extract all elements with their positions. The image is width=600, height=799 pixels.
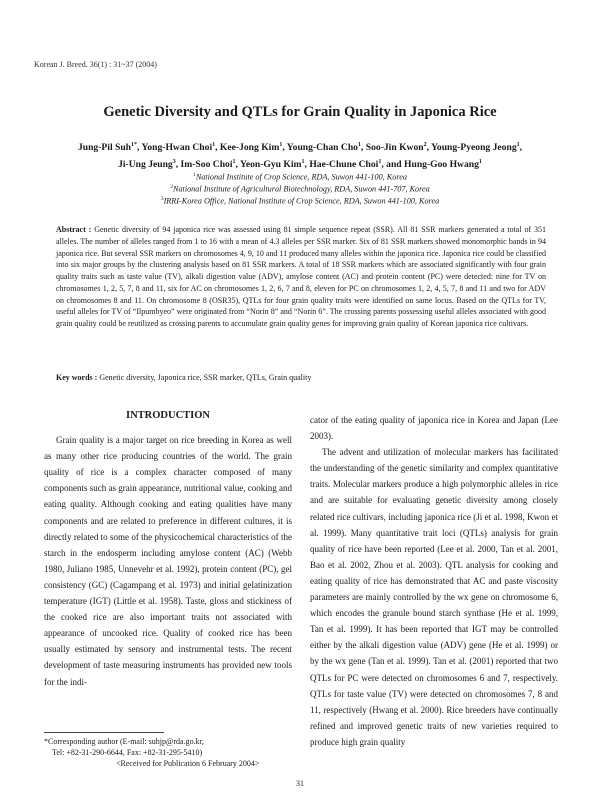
author-affiliation-marker: 1 xyxy=(378,159,382,166)
corresponding-author-marker: * xyxy=(134,142,138,148)
page-number: 31 xyxy=(296,779,304,788)
author-affiliation-marker: 1 xyxy=(301,159,305,166)
introduction-heading: INTRODUCTION xyxy=(125,410,210,421)
author-name: Hung-Goo Hwang xyxy=(404,159,479,171)
keywords xyxy=(56,373,546,382)
author-affiliation-marker: 1 xyxy=(232,159,236,166)
right-column xyxy=(310,412,558,750)
author-name: Jung-Pil Suh xyxy=(77,142,132,154)
corresponding-author-note: *Corresponding author (E-mail: suhjp@rda.go.kr, xyxy=(44,737,204,746)
author-name: Young-Chan Cho xyxy=(286,142,358,154)
author-affiliation-marker: 1 xyxy=(279,142,283,148)
author-name: Yeon-Gyu Kim xyxy=(239,159,302,171)
paper-title: Genetic Diversity and QTLs for Grain Quality in Japonica Rice xyxy=(103,104,497,120)
author-affiliation-marker: 1 xyxy=(516,142,520,148)
journal-reference: Korean J. Breed. 36(1) : 31~37 (2004) xyxy=(34,60,157,69)
intro-paragraph-2: The advent and utilization of molecular markers has facilitated the understanding of the genetic similarity and complex quantitative traits. Molecular markers produce a high polymorphic alleles in rice and are suitable for evaluating genetic diversity among closely related rice cultivars, including japonica rice (Ji et al. 1998, Kwon et al. 1999). Many quantitative trait loci (QTLs) analysis for grain quality of rice have been reported (Lee et al. 2000, Tan et al. 2001, Bao et al. 2002, Zhou et al. 2003). QTL analysis for cooking and eating quality of rice has demonstrated that AC and paste viscosity parameters are mainly controlled by the wx gene on chromosome 6, which encodes the granule bound starch synthase (He et al. 1999, Tan et al. 1999). It has been reported that IGT may be controlled either by the alkali digestion value (ADV) gene (He et al. 1999) or by the wx gene (Tan et al. 1999). Tan et al. (2001) reported that two QTLs for PC were detected on chromosomes 6 and 7, respectively. QTLs for taste value (TV) were detected on chromosomes 7, 8 and 11, respectively (Hwang et al. 2000). Rice breeders have continually refined and improved genetic traits of new varieties required to produce high grain quality xyxy=(310,447,558,747)
received-date: <Received for Publication 6 February 2004> xyxy=(116,759,260,768)
abstract xyxy=(56,224,546,330)
author-affiliation-marker: 1 xyxy=(478,159,482,166)
affiliation-3: $^3$IRRI-Korea Office, National Institute of Crop Science, RDA, Suwon 441-100, Korea xyxy=(160,196,440,206)
abstract-text: Genetic diversity of 94 japonica rice was assessed using 81 simple sequence repeat (SSR). All 81 SSR markers generated a total of 351 alleles. The number of alleles ranged from 1 to 16 with a mean of 4.3 alleles per SSR marker. Six of 81 SSR markers showed monomorphic bands in 94 japonica rice. But several SSR markers on chromosomes 4, 9, 10 and 11 produced many alleles within the japonica rice. Japonica rice could be classified into six major groups by the clustering analysis based on 81 SSR markers. A total of 18 SSR markers which are associated significantly with four grain quality traits such as taste value (TV), alkali digestion value (ADV), amylose content (AC) and protein content (PC) were detected: nine for TV on chromosomes 1, 2, 5, 7, 8 and 11, six for AC on chromosomes 1, 2, 6, 7 and 8, eleven for PC on chromosomes 1, 2, 4, 5, 7, 8 and 11 and two for ADV on chromosomes 8 and 11. On chromosome 8 (OSR35), QTLs for four grain quality traits were identified on same locus. Based on the QTLs for TV, useful alleles for TV of “Ilpumbyeo” were originated from “Norin 8” and “Norin 6”. The crossing parents possessing useful alleles associated with good grain quality could be reutilized as crossing parents to accumulate grain quality genes for improving grain quality of Korean japonica rice cultivars. xyxy=(56,225,546,328)
author-name: Soo-Jin Kwon xyxy=(365,142,424,154)
author-name: Im-Soo Choi xyxy=(180,159,233,171)
author-list xyxy=(40,138,560,172)
intro-paragraph-1: Grain quality is a major target on rice breeding in Korea as well as many other rice producing countries of the world. The grain quality of rice is a complex character composed of many components such as grain appearance, nutritional value, cooking and eating quality. Although cooking and eating qualities have many components and are related to preference in different cultures, it is directly related to some of the physicochemical characteristics of the starch in the endosperm including amylose content (AC) (Webb 1980, Juliano 1985, Unnevehr et al. 1992), protein content (PC), gel consistency (GC) (Cagampang et al. 1973) and initial gelatinization temperature (IGT) (Little et al. 1958). Taste, gloss and stickiness of the cooked rice are also important traits not associated with appearance of uncooked rice. Quality of cooked rice has been usually estimated by sensory and instrumental tests. The recent development of taste measuring instruments has provided new tools for the indi- xyxy=(44,435,292,687)
author-name: Hae-Chune Choi xyxy=(309,159,379,171)
author-affiliation-marker: 1 xyxy=(357,142,361,148)
author-line-1: Jung-Pil Suh$^{1*}$, Yong-Hwan Choi$^1$, Kee-Jong Kim$^1$, Young-Chan Cho$^1$, Soo-Jin Kwon$^2$, Young-Pyeong Jeong$^1$, xyxy=(77,142,523,154)
author-affiliation-marker: 2 xyxy=(423,142,427,148)
author-name: Young-Pyeong Jeong xyxy=(431,142,517,154)
affiliation-2: $^2$National Institute of Agricultural Biotechnology, RDA, Suwon 441-707, Korea xyxy=(170,184,430,194)
author-line-2: Ji-Ung Jeung$^3$, Im-Soo Choi$^1$, Yeon-Gyu Kim$^1$, Hae-Chune Choi$^1$, and Hung-Goo Hwang$^1$ xyxy=(118,159,482,171)
left-column xyxy=(44,408,292,690)
author-affiliation-marker: 3 xyxy=(172,159,176,166)
footnote-divider xyxy=(44,732,164,733)
author-affiliation-marker: 1 xyxy=(212,142,216,148)
author-affiliation-marker: 1 xyxy=(131,142,135,148)
keywords-label: Key words : xyxy=(56,373,98,382)
affiliation-1: $^1$National Institute of Crop Science, RDA, Suwon 441-100, Korea xyxy=(193,172,407,182)
keywords-text: Genetic diversity, Japonica rice, SSR marker, QTLs, Grain quality xyxy=(99,373,312,382)
author-name: Yong-Hwan Choi xyxy=(141,142,213,154)
author-name: Ji-Ung Jeung xyxy=(118,159,173,171)
author-name: Kee-Jong Kim xyxy=(219,142,280,154)
abstract-label: Abstract : xyxy=(56,225,92,234)
contact-phone-fax: Tel: +82-31-290-6644, Fax: +82-31-295-5410) xyxy=(52,748,203,757)
intro-paragraph-1-continued: cator of the eating quality of japonica rice in Korea and Japan (Lee 2003). xyxy=(310,415,558,442)
